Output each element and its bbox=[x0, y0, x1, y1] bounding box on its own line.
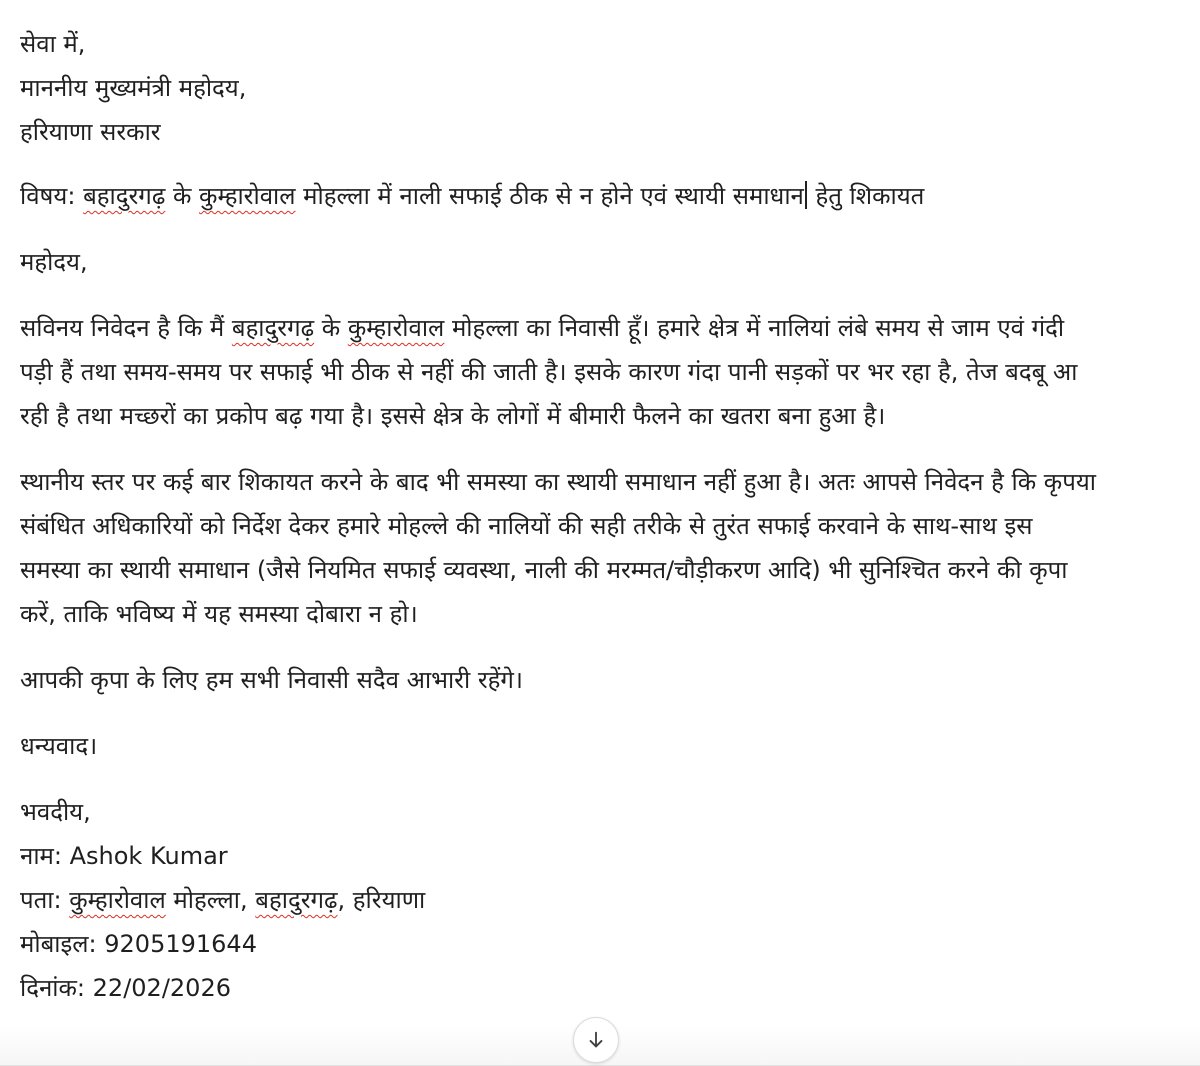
mobile-line bbox=[20, 922, 1185, 966]
letter-document[interactable] bbox=[20, 0, 1185, 1010]
paragraph-1-line-3: रही है तथा मच्छरों का प्रकोप बढ़ गया है। इससे क्षेत्र के लोगों में बीमारी फैलने का खतरा बना हुआ है। bbox=[20, 402, 886, 430]
address-rest: मोहल्ला, bbox=[165, 886, 256, 914]
address-locality[interactable]: कुम्हारोवाल bbox=[69, 886, 166, 914]
address-line bbox=[20, 878, 1185, 922]
signature-block bbox=[20, 790, 1185, 1010]
subject-place[interactable]: बहादुरगढ़ bbox=[83, 182, 166, 210]
department-line: हरियाणा सरकार bbox=[20, 118, 161, 146]
p1-text-b: के bbox=[314, 314, 348, 342]
paragraph-3: आपकी कृपा के लिए हम सभी निवासी सदैव आभारी रहेंगे। bbox=[20, 666, 524, 694]
to-line: सेवा में, bbox=[20, 30, 86, 58]
subject-prefix: विषय: bbox=[20, 182, 84, 210]
paragraph-1-line-2: पड़ी हैं तथा समय-समय पर सफाई भी ठीक से नहीं की जाती है। इसके कारण गंदा पानी सड़कों पर भर रहा है, तेज बदबू आ bbox=[20, 358, 1078, 386]
address-label: पता: bbox=[20, 886, 70, 914]
subject-locality[interactable]: कुम्हारोवाल bbox=[199, 182, 296, 210]
paragraph-1 bbox=[20, 306, 1185, 438]
p1-text-a: सविनय निवेदन है कि मैं bbox=[20, 314, 232, 342]
addressee-line: माननीय मुख्यमंत्री महोदय, bbox=[20, 74, 247, 102]
date-label: दिनांक: bbox=[20, 974, 93, 1002]
arrow-down-icon bbox=[585, 1029, 607, 1051]
paragraph-2 bbox=[20, 460, 1185, 636]
address-block bbox=[20, 0, 1185, 154]
address-state: , हरियाणा bbox=[337, 886, 426, 914]
name-label: नाम: bbox=[20, 842, 70, 870]
closing-line: भवदीय, bbox=[20, 798, 91, 826]
date-value: 22/02/2026 bbox=[92, 974, 231, 1002]
mobile-label: मोबाइल: bbox=[20, 930, 105, 958]
p1-place[interactable]: बहादुरगढ़ bbox=[231, 314, 315, 342]
subject-mid: के bbox=[165, 182, 200, 210]
name-value: Ashok Kumar bbox=[69, 842, 228, 870]
subject-line bbox=[20, 174, 1185, 218]
salutation: महोदय, bbox=[20, 248, 88, 276]
paragraph-2-line-3: समस्या का स्थायी समाधान (जैसे नियमित सफाई व्यवस्था, नाली की मरम्मत/चौड़ीकरण आदि) भी सुनिश्चित करने की कृपा bbox=[20, 556, 1068, 584]
paragraph-1-line-1 bbox=[20, 306, 1185, 350]
mobile-value: 9205191644 bbox=[104, 930, 257, 958]
subject-rest-2: हेतु शिकायत bbox=[807, 182, 925, 210]
date-line bbox=[20, 966, 1185, 1010]
paragraph-2-line-1: स्थानीय स्तर पर कई बार शिकायत करने के बाद भी समस्या का स्थायी समाधान नहीं हुआ है। अतः आपसे निवेदन है कि कृपया bbox=[20, 468, 1096, 496]
scroll-down-button[interactable] bbox=[573, 1017, 619, 1063]
p1-text-c: मोहल्ला का निवासी हूँ। हमारे क्षेत्र में नालियां लंबे समय से जाम एवं गंदी bbox=[444, 314, 1065, 342]
thanks-line: धन्यवाद। bbox=[20, 732, 98, 760]
paragraph-2-line-4: करें, ताकि भविष्य में यह समस्या दोबारा न हो। bbox=[20, 600, 418, 628]
name-line bbox=[20, 834, 1185, 878]
p1-locality[interactable]: कुम्हारोवाल bbox=[347, 314, 445, 342]
paragraph-2-line-2: संबंधित अधिकारियों को निर्देश देकर हमारे मोहल्ले की नालियों की सही तरीके से तुरंत सफाई करवाने के साथ-साथ इस bbox=[20, 512, 1033, 540]
text-cursor bbox=[805, 181, 807, 209]
address-city[interactable]: बहादुरगढ़ bbox=[255, 886, 338, 914]
subject-rest-1: मोहल्ला में नाली सफाई ठीक से न होने एवं स्थायी समाधान bbox=[295, 182, 804, 210]
